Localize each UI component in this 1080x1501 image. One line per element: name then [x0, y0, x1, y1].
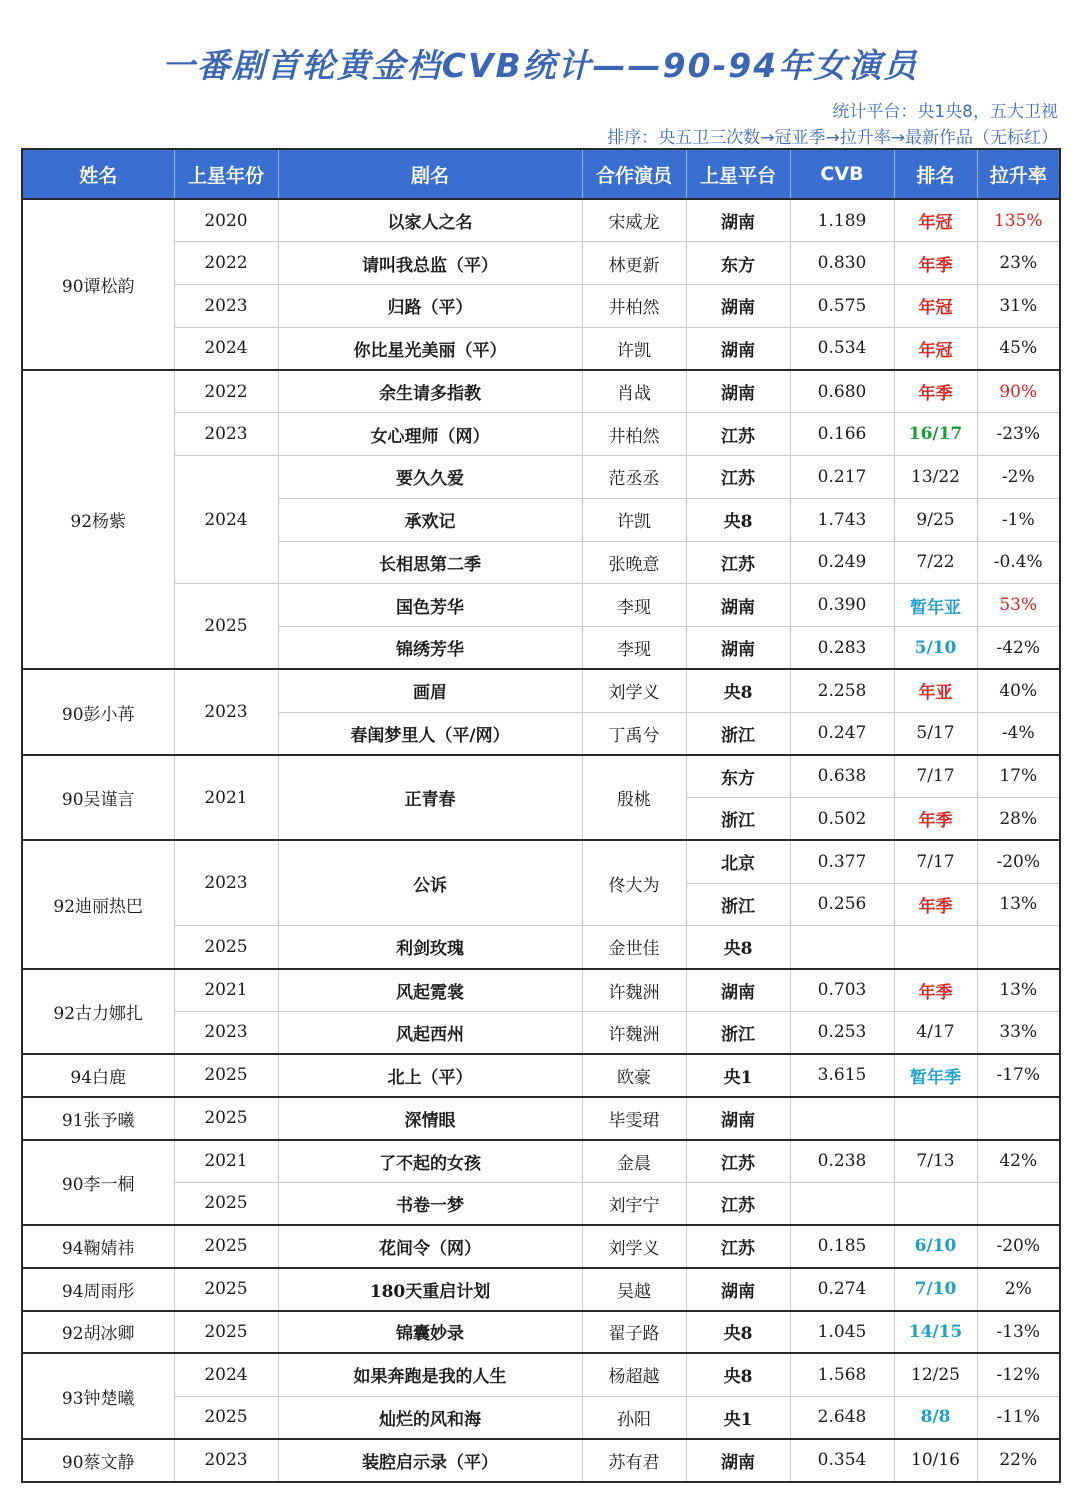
drama-cell: 女心理师（网） [278, 413, 582, 456]
cvb-cell: 0.185 [790, 1225, 894, 1268]
cvb-cell: 0.354 [790, 1439, 894, 1482]
table-row [22, 327, 1060, 370]
table-row [22, 1268, 1060, 1311]
rate-cell: 33% [977, 1011, 1060, 1054]
rank-cell: 年亚 [894, 669, 977, 712]
rate-cell: 42% [977, 1140, 1060, 1183]
rate-cell: 135% [977, 199, 1060, 242]
rate-cell: -12% [977, 1353, 1060, 1396]
costar-cell: 欧豪 [582, 1054, 686, 1097]
platform-cell: 江苏 [686, 1182, 790, 1225]
drama-cell: 如果奔跑是我的人生 [278, 1353, 582, 1396]
year-cell: 2025 [174, 926, 278, 969]
header-rate: 拉升率 [977, 149, 1060, 199]
table-row [22, 1140, 1060, 1183]
rank-cell: 年季 [894, 798, 977, 841]
cvb-cell: 2.258 [790, 669, 894, 712]
cvb-cell: 0.247 [790, 712, 894, 755]
platform-cell: 央8 [686, 498, 790, 541]
rank-cell: 4/17 [894, 1011, 977, 1054]
platform-cell: 央1 [686, 1054, 790, 1097]
rate-cell: -1% [977, 498, 1060, 541]
page-title: 一番剧首轮黄金档CVB统计——90-94年女演员 [161, 46, 919, 85]
rank-cell: 暂年季 [894, 1054, 977, 1097]
table-row [22, 1097, 1060, 1140]
costar-cell: 刘宇宁 [582, 1182, 686, 1225]
costar-cell: 林更新 [582, 242, 686, 285]
cvb-cell: 0.703 [790, 969, 894, 1012]
cvb-table [21, 148, 1061, 1483]
rank-cell: 10/16 [894, 1439, 977, 1482]
drama-cell: 长相思第二季 [278, 541, 582, 584]
platform-cell: 北京 [686, 840, 790, 883]
costar-cell: 苏有君 [582, 1439, 686, 1482]
platform-cell: 江苏 [686, 541, 790, 584]
rate-cell: 22% [977, 1439, 1060, 1482]
header-cvb: CVB [790, 149, 894, 199]
drama-cell: 书卷一梦 [278, 1182, 582, 1225]
platform-cell: 江苏 [686, 413, 790, 456]
costar-cell: 毕雯珺 [582, 1097, 686, 1140]
cvb-cell: 0.830 [790, 242, 894, 285]
platform-cell: 央8 [686, 926, 790, 969]
costar-cell: 殷桃 [582, 755, 686, 841]
rank-cell: 8/8 [894, 1396, 977, 1439]
header-costar: 合作演员 [582, 149, 686, 199]
drama-cell: 以家人之名 [278, 199, 582, 242]
rate-cell: -20% [977, 840, 1060, 883]
actress-name: 90谭松韵 [22, 199, 174, 370]
drama-cell: 180天重启计划 [278, 1268, 582, 1311]
rank-cell: 13/22 [894, 456, 977, 499]
rank-cell: 9/25 [894, 498, 977, 541]
cvb-cell [790, 1182, 894, 1225]
header-rank: 排名 [894, 149, 977, 199]
table-row [22, 1396, 1060, 1439]
year-cell: 2022 [174, 370, 278, 413]
platform-cell: 央8 [686, 669, 790, 712]
actress-name: 94鞠婧祎 [22, 1225, 174, 1268]
platform-cell: 东方 [686, 242, 790, 285]
cvb-cell: 0.638 [790, 755, 894, 798]
drama-cell: 锦囊妙录 [278, 1311, 582, 1354]
cvb-cell [790, 926, 894, 969]
cvb-cell: 0.217 [790, 456, 894, 499]
rate-cell: -4% [977, 712, 1060, 755]
table-row [22, 456, 1060, 499]
table-row [22, 199, 1060, 242]
costar-cell: 刘学义 [582, 669, 686, 712]
cvb-cell: 1.568 [790, 1353, 894, 1396]
table-row [22, 242, 1060, 285]
rank-cell: 年冠 [894, 327, 977, 370]
drama-cell: 公诉 [278, 840, 582, 926]
cvb-cell: 0.253 [790, 1011, 894, 1054]
platform-cell: 湖南 [686, 1097, 790, 1140]
rate-cell: -2% [977, 456, 1060, 499]
year-cell: 2023 [174, 413, 278, 456]
drama-cell: 你比星光美丽（平） [278, 327, 582, 370]
table-row [22, 413, 1060, 456]
rank-cell: 5/10 [894, 627, 977, 670]
platform-cell: 湖南 [686, 370, 790, 413]
year-cell: 2023 [174, 840, 278, 926]
cvb-cell: 3.615 [790, 1054, 894, 1097]
rank-cell [894, 926, 977, 969]
rate-cell: 13% [977, 969, 1060, 1012]
rate-cell [977, 1097, 1060, 1140]
costar-cell: 许凯 [582, 327, 686, 370]
cvb-cell: 0.166 [790, 413, 894, 456]
actress-name: 90彭小苒 [22, 669, 174, 755]
rate-cell: -0.4% [977, 541, 1060, 584]
table-row [22, 1311, 1060, 1354]
rate-cell: -20% [977, 1225, 1060, 1268]
actress-name: 91张予曦 [22, 1097, 174, 1140]
year-cell: 2025 [174, 1268, 278, 1311]
statistics-platform-note: 统计平台：央1央8，五大卫视 [832, 102, 1058, 122]
rate-cell: -17% [977, 1054, 1060, 1097]
drama-cell: 承欢记 [278, 498, 582, 541]
table-row [22, 1225, 1060, 1268]
rate-cell [977, 926, 1060, 969]
year-cell: 2025 [174, 1054, 278, 1097]
year-cell: 2023 [174, 1439, 278, 1482]
drama-cell: 要久久爱 [278, 456, 582, 499]
cvb-cell: 0.377 [790, 840, 894, 883]
header-drama: 剧名 [278, 149, 582, 199]
actress-name: 93钟楚曦 [22, 1353, 174, 1439]
cvb-cell: 0.534 [790, 327, 894, 370]
rank-cell: 7/22 [894, 541, 977, 584]
rate-cell: 90% [977, 370, 1060, 413]
year-cell: 2023 [174, 669, 278, 755]
costar-cell: 金世佳 [582, 926, 686, 969]
rank-cell: 年季 [894, 370, 977, 413]
costar-cell: 金晨 [582, 1140, 686, 1183]
rate-cell: -23% [977, 413, 1060, 456]
platform-cell: 湖南 [686, 327, 790, 370]
rank-cell: 5/17 [894, 712, 977, 755]
year-cell: 2021 [174, 755, 278, 841]
platform-cell: 浙江 [686, 712, 790, 755]
cvb-cell [790, 1097, 894, 1140]
year-cell: 2025 [174, 1182, 278, 1225]
cvb-cell: 0.502 [790, 798, 894, 841]
year-cell: 2025 [174, 1225, 278, 1268]
costar-cell: 李现 [582, 627, 686, 670]
actress-name: 90李一桐 [22, 1140, 174, 1226]
platform-cell: 央1 [686, 1396, 790, 1439]
drama-cell: 深情眼 [278, 1097, 582, 1140]
cvb-cell: 1.743 [790, 498, 894, 541]
platform-cell: 浙江 [686, 1011, 790, 1054]
actress-name: 92胡冰卿 [22, 1311, 174, 1354]
cvb-cell: 0.680 [790, 370, 894, 413]
rank-cell: 暂年亚 [894, 584, 977, 627]
platform-cell: 湖南 [686, 584, 790, 627]
rate-cell: -13% [977, 1311, 1060, 1354]
cvb-cell: 0.575 [790, 285, 894, 328]
rate-cell: 28% [977, 798, 1060, 841]
actress-name: 90吴谨言 [22, 755, 174, 841]
rank-cell: 7/17 [894, 840, 977, 883]
drama-cell: 利剑玫瑰 [278, 926, 582, 969]
platform-cell: 湖南 [686, 285, 790, 328]
year-cell: 2025 [174, 1311, 278, 1354]
drama-cell: 画眉 [278, 669, 582, 712]
platform-cell: 央8 [686, 1311, 790, 1354]
table-row [22, 969, 1060, 1012]
year-cell: 2021 [174, 969, 278, 1012]
drama-cell: 锦绣芳华 [278, 627, 582, 670]
platform-cell: 湖南 [686, 1268, 790, 1311]
rank-cell: 年季 [894, 242, 977, 285]
year-cell: 2023 [174, 285, 278, 328]
drama-cell: 请叫我总监（平） [278, 242, 582, 285]
platform-cell: 湖南 [686, 1439, 790, 1482]
platform-cell: 湖南 [686, 969, 790, 1012]
actress-name: 90蔡文静 [22, 1439, 174, 1482]
cvb-cell: 2.648 [790, 1396, 894, 1439]
table-header-row [22, 149, 1060, 199]
costar-cell: 井柏然 [582, 285, 686, 328]
platform-cell: 浙江 [686, 798, 790, 841]
rate-cell: -11% [977, 1396, 1060, 1439]
rate-cell: 13% [977, 883, 1060, 926]
rank-cell [894, 1182, 977, 1225]
cvb-cell: 0.274 [790, 1268, 894, 1311]
cvb-cell: 0.390 [790, 584, 894, 627]
rank-cell: 年冠 [894, 199, 977, 242]
drama-cell: 花间令（网） [278, 1225, 582, 1268]
rate-cell: 53% [977, 584, 1060, 627]
actress-name: 94周雨彤 [22, 1268, 174, 1311]
costar-cell: 吴越 [582, 1268, 686, 1311]
drama-cell: 国色芳华 [278, 584, 582, 627]
rank-cell: 年季 [894, 883, 977, 926]
drama-cell: 风起西州 [278, 1011, 582, 1054]
actress-name: 92古力娜扎 [22, 969, 174, 1055]
costar-cell: 许凯 [582, 498, 686, 541]
rate-cell: 31% [977, 285, 1060, 328]
cvb-cell: 0.249 [790, 541, 894, 584]
cvb-cell: 0.256 [790, 883, 894, 926]
table-row [22, 370, 1060, 413]
costar-cell: 孙阳 [582, 1396, 686, 1439]
drama-cell: 春闺梦里人（平/网） [278, 712, 582, 755]
sorting-note: 排序：央五卫三次数→冠亚季→拉升率→最新作品（无标红） [607, 128, 1058, 148]
table-row [22, 840, 1060, 883]
table-row [22, 1054, 1060, 1097]
rate-cell: 23% [977, 242, 1060, 285]
costar-cell: 范丞丞 [582, 456, 686, 499]
rank-cell: 16/17 [894, 413, 977, 456]
costar-cell: 杨超越 [582, 1353, 686, 1396]
costar-cell: 翟子路 [582, 1311, 686, 1354]
table-row [22, 1182, 1060, 1225]
drama-cell: 北上（平） [278, 1054, 582, 1097]
rate-cell: 17% [977, 755, 1060, 798]
rank-cell [894, 1097, 977, 1140]
table-row [22, 926, 1060, 969]
costar-cell: 张晚意 [582, 541, 686, 584]
drama-cell: 余生请多指教 [278, 370, 582, 413]
rank-cell: 6/10 [894, 1225, 977, 1268]
rank-cell: 7/13 [894, 1140, 977, 1183]
table-row [22, 1353, 1060, 1396]
table-row [22, 584, 1060, 627]
rate-cell: 45% [977, 327, 1060, 370]
year-cell: 2025 [174, 1097, 278, 1140]
rate-cell: -42% [977, 627, 1060, 670]
costar-cell: 井柏然 [582, 413, 686, 456]
costar-cell: 肖战 [582, 370, 686, 413]
rank-cell: 7/10 [894, 1268, 977, 1311]
rate-cell: 40% [977, 669, 1060, 712]
cvb-cell: 0.283 [790, 627, 894, 670]
platform-cell: 央8 [686, 1353, 790, 1396]
platform-cell: 湖南 [686, 199, 790, 242]
year-cell: 2023 [174, 1011, 278, 1054]
table-row [22, 669, 1060, 712]
header-year: 上星年份 [174, 149, 278, 199]
rank-cell: 14/15 [894, 1311, 977, 1354]
year-cell: 2021 [174, 1140, 278, 1183]
rank-cell: 年冠 [894, 285, 977, 328]
table-row [22, 1011, 1060, 1054]
platform-cell: 浙江 [686, 883, 790, 926]
drama-cell: 装腔启示录（平） [278, 1439, 582, 1482]
cvb-cell: 1.045 [790, 1311, 894, 1354]
year-cell: 2024 [174, 1353, 278, 1396]
year-cell: 2022 [174, 242, 278, 285]
costar-cell: 宋威龙 [582, 199, 686, 242]
costar-cell: 许魏洲 [582, 969, 686, 1012]
costar-cell: 丁禹兮 [582, 712, 686, 755]
platform-cell: 湖南 [686, 627, 790, 670]
actress-name: 92杨紫 [22, 370, 174, 669]
costar-cell: 刘学义 [582, 1225, 686, 1268]
platform-cell: 江苏 [686, 456, 790, 499]
year-cell: 2024 [174, 456, 278, 584]
year-cell: 2024 [174, 327, 278, 370]
rank-cell: 7/17 [894, 755, 977, 798]
rate-cell: 2% [977, 1268, 1060, 1311]
actress-name: 92迪丽热巴 [22, 840, 174, 968]
drama-cell: 灿烂的风和海 [278, 1396, 582, 1439]
header-platform: 上星平台 [686, 149, 790, 199]
table-row [22, 1439, 1060, 1482]
rank-cell: 年季 [894, 969, 977, 1012]
actress-name: 94白鹿 [22, 1054, 174, 1097]
cvb-cell: 0.238 [790, 1140, 894, 1183]
rate-cell [977, 1182, 1060, 1225]
header-name: 姓名 [22, 149, 174, 199]
drama-cell: 了不起的女孩 [278, 1140, 582, 1183]
rank-cell: 12/25 [894, 1353, 977, 1396]
drama-cell: 正青春 [278, 755, 582, 841]
platform-cell: 江苏 [686, 1140, 790, 1183]
year-cell: 2020 [174, 199, 278, 242]
drama-cell: 风起霓裳 [278, 969, 582, 1012]
platform-cell: 东方 [686, 755, 790, 798]
costar-cell: 许魏洲 [582, 1011, 686, 1054]
year-cell: 2025 [174, 584, 278, 670]
costar-cell: 李现 [582, 584, 686, 627]
cvb-cell: 1.189 [790, 199, 894, 242]
table-row [22, 755, 1060, 798]
drama-cell: 归路（平） [278, 285, 582, 328]
costar-cell: 佟大为 [582, 840, 686, 926]
platform-cell: 江苏 [686, 1225, 790, 1268]
year-cell: 2025 [174, 1396, 278, 1439]
table-row [22, 285, 1060, 328]
